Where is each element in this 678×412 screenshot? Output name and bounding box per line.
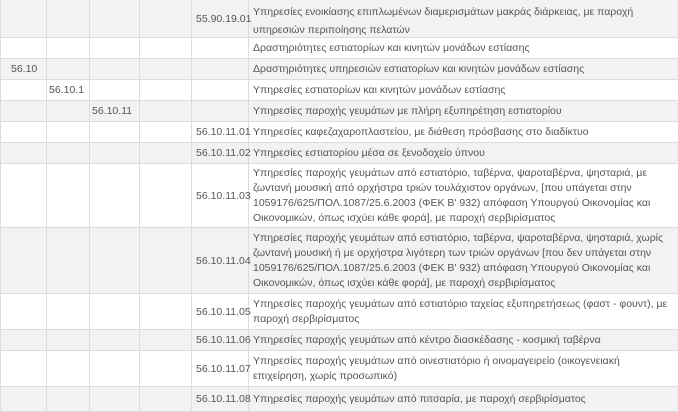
activity-description: Υπηρεσίες εστιατορίων και κινητών μονάδων εστίασης	[249, 80, 678, 101]
activity-description: Υπηρεσίες παροχής γευμάτων από εστιατόριο, ταβέρνα, ψαροταβέρνα, ψησταριά, με ζωντανή μουσική από ορχήστρα τριών τουλάχιστον οργάνων, [που υπάγεται στην 1059176/625/ΠΟΛ.1087/25.6.2003 (ΦΕΚ Β' 932) απόφαση Υπουργού Οικονομίας και Οικονομικών, όπως ισχύει κάθε φορά], με παροχή σερβιρίσματος	[249, 164, 678, 228]
code-level-3: 56.10.11	[90, 101, 140, 122]
code-level-4	[140, 80, 192, 101]
code-level-5	[192, 80, 249, 101]
code-level-1: 56.10	[0, 59, 47, 80]
code-level-5: 56.10.11.06	[192, 330, 249, 351]
code-level-5: 56.10.11.05	[192, 294, 249, 330]
code-level-4	[140, 59, 192, 80]
code-level-3	[90, 351, 140, 387]
code-level-4	[140, 228, 192, 294]
code-level-1	[0, 164, 47, 228]
code-level-5: 56.10.11.02	[192, 143, 249, 164]
code-level-1	[0, 294, 47, 330]
code-level-4	[140, 294, 192, 330]
table-row	[0, 351, 678, 387]
code-level-4	[140, 122, 192, 143]
code-level-4	[140, 101, 192, 122]
code-level-1	[0, 0, 47, 38]
code-level-2	[47, 330, 90, 351]
code-level-2	[47, 294, 90, 330]
table-row	[0, 80, 678, 101]
code-level-2	[47, 143, 90, 164]
code-level-3	[90, 387, 140, 412]
table-row	[0, 143, 678, 164]
code-level-4	[140, 330, 192, 351]
activity-description: Δραστηριότητες εστιατορίων και κινητών μονάδων εστίασης	[249, 38, 678, 59]
activity-description: Υπηρεσίες παροχής γευμάτων από εστιατόριο, ταβέρνα, ψαροταβέρνα, ψησταριά, χωρίς ζωντανή μουσική ή με ορχήστρα λιγότερη των τριών οργάνων [που δεν υπάγεται στην 1059176/625/ΠΟΛ.1087/25.6.2003 (ΦΕΚ Β' 932) απόφαση Υπουργού Οικονομίας και Οικονομικών, όπως ισχύει κάθε φορά], με παροχή σερβιρίσματος	[249, 228, 678, 294]
table-row	[0, 228, 678, 294]
table-row	[0, 387, 678, 412]
activity-description: Υπηρεσίες παροχής γευμάτων από οινεστιατόριο ή οινομαγειρείο (οικογενειακή επιχείρηση, χωρίς προσωπικό)	[249, 351, 678, 387]
code-level-1	[0, 122, 47, 143]
code-level-3	[90, 143, 140, 164]
code-level-1	[0, 80, 47, 101]
code-level-1	[0, 330, 47, 351]
activity-description: Δραστηριότητες υπηρεσιών εστιατορίων και κινητών μονάδων εστίασης	[249, 59, 678, 80]
code-level-2	[47, 387, 90, 412]
activity-description: Υπηρεσίες παροχής γευμάτων με πλήρη εξυπηρέτηση εστιατορίου	[249, 101, 678, 122]
code-level-3	[90, 164, 140, 228]
table-row	[0, 59, 678, 80]
code-level-3	[90, 80, 140, 101]
code-level-5: 56.10.11.04	[192, 228, 249, 294]
activity-description: Υπηρεσίες εστιατορίου μέσα σε ξενοδοχείο ύπνου	[249, 143, 678, 164]
code-level-4	[140, 164, 192, 228]
activity-description: Υπηρεσίες καφεζαχαροπλαστείου, με διάθεση πρόσβασης στο διαδίκτυο	[249, 122, 678, 143]
code-level-5	[192, 59, 249, 80]
code-level-2	[47, 38, 90, 59]
table-row	[0, 0, 678, 38]
code-level-5: 55.90.19.01	[192, 0, 249, 38]
code-level-1	[0, 38, 47, 59]
code-level-3	[90, 228, 140, 294]
activity-description: Υπηρεσίες παροχής γευμάτων από πιτσαρία, με παροχή σερβιρίσματος	[249, 387, 678, 412]
table-row	[0, 164, 678, 228]
activity-description: Υπηρεσίες παροχής γευμάτων από κέντρο διασκέδασης - κοσμική ταβέρνα	[249, 330, 678, 351]
activity-description: Υπηρεσίες ενοικίασης επιπλωμένων διαμερισμάτων μακράς διάρκειας, με παροχή υπηρεσιών περιποίησης πελατών	[249, 0, 678, 38]
table-row	[0, 38, 678, 59]
code-level-4	[140, 351, 192, 387]
table-row	[0, 122, 678, 143]
code-level-2	[47, 0, 90, 38]
code-level-3	[90, 0, 140, 38]
code-level-5: 56.10.11.08	[192, 387, 249, 412]
code-level-3	[90, 294, 140, 330]
code-level-3	[90, 122, 140, 143]
code-level-2	[47, 122, 90, 143]
code-level-5	[192, 101, 249, 122]
code-level-3	[90, 59, 140, 80]
code-level-2	[47, 59, 90, 80]
code-level-2	[47, 164, 90, 228]
code-level-1	[0, 387, 47, 412]
table-row	[0, 330, 678, 351]
code-level-4	[140, 387, 192, 412]
code-level-2	[47, 351, 90, 387]
code-level-1	[0, 228, 47, 294]
code-level-5	[192, 38, 249, 59]
table-row	[0, 101, 678, 122]
table-row	[0, 294, 678, 330]
code-level-5: 56.10.11.03	[192, 164, 249, 228]
code-level-4	[140, 143, 192, 164]
code-level-2	[47, 101, 90, 122]
code-level-1	[0, 101, 47, 122]
code-level-3	[90, 330, 140, 351]
code-level-1	[0, 351, 47, 387]
code-level-5: 56.10.11.01	[192, 122, 249, 143]
activity-description: Υπηρεσίες παροχής γευμάτων από εστιατόριο ταχείας εξυπηρετήσεως (φαστ - φουντ), με παροχή σερβιρίσματος	[249, 294, 678, 330]
code-level-2: 56.10.1	[47, 80, 90, 101]
code-level-2	[47, 228, 90, 294]
code-level-1	[0, 143, 47, 164]
code-level-5: 56.10.11.07	[192, 351, 249, 387]
code-level-3	[90, 38, 140, 59]
code-level-4	[140, 0, 192, 38]
code-level-4	[140, 38, 192, 59]
